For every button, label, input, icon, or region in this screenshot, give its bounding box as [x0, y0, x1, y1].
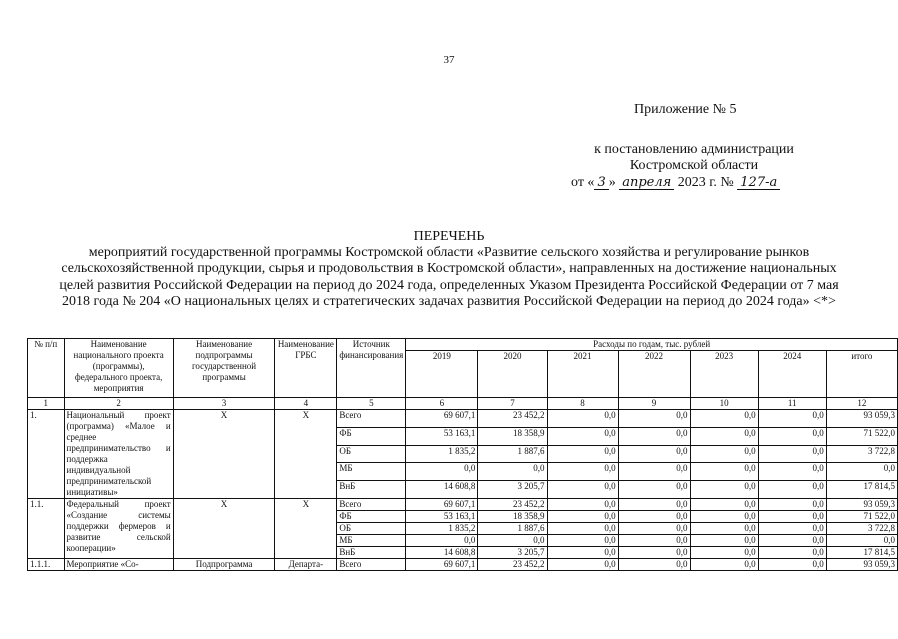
row-value: 0,0: [547, 481, 618, 499]
row-value: 17 814,5: [826, 481, 897, 499]
column-number: 12: [826, 398, 897, 410]
row-value: 0,0: [690, 410, 758, 428]
row-value: 0,0: [758, 499, 826, 511]
row-value: 14 608,8: [406, 547, 478, 559]
row-number: 1.1.: [28, 499, 65, 559]
row-value: 0,0: [618, 445, 690, 463]
column-number: 8: [547, 398, 618, 410]
resolution-line-1: к постановлению администрации: [594, 142, 794, 157]
row-value: 14 608,8: [406, 481, 478, 499]
row-value: 1 887,6: [478, 523, 547, 535]
row-subprogram: Х: [173, 499, 275, 559]
row-value: 69 607,1: [406, 499, 478, 511]
header-year: 2019: [406, 351, 478, 398]
row-value: 0,0: [690, 559, 758, 571]
row-source: ФБ: [337, 427, 406, 445]
row-value: 0,0: [690, 463, 758, 481]
row-value: 93 059,3: [826, 499, 897, 511]
date-month: апреля: [619, 176, 674, 190]
header-year: 2020: [478, 351, 547, 398]
row-value: 0,0: [690, 547, 758, 559]
row-value: 1 835,2: [406, 445, 478, 463]
row-value: 0,0: [406, 535, 478, 547]
row-value: 0,0: [690, 445, 758, 463]
row-value: 0,0: [690, 535, 758, 547]
row-value: 0,0: [618, 499, 690, 511]
header-expenses: Расходы по годам, тыс. рублей: [406, 339, 898, 351]
column-number: 3: [173, 398, 275, 410]
row-value: 0,0: [690, 499, 758, 511]
table-row: [28, 559, 898, 571]
row-name: Мероприятие «Со-: [64, 559, 173, 571]
column-number: 10: [690, 398, 758, 410]
column-number: 1: [28, 398, 65, 410]
row-value: 53 163,1: [406, 511, 478, 523]
header-name: Наименование национального проекта (программы), федерального проекта, мероприятия: [64, 339, 173, 398]
document-title: ПЕРЕЧЕНЬ: [413, 229, 485, 244]
row-number: 1.1.1.: [28, 559, 65, 571]
row-value: 0,0: [618, 427, 690, 445]
header-year: 2023: [690, 351, 758, 398]
resolution-date-line: [571, 175, 839, 191]
row-source: Всего: [337, 410, 406, 428]
row-value: 69 607,1: [406, 559, 478, 571]
date-day: 3: [594, 176, 608, 190]
row-value: 0,0: [406, 463, 478, 481]
row-value: 0,0: [547, 427, 618, 445]
row-value: 0,0: [547, 499, 618, 511]
row-value: 3 722,8: [826, 445, 897, 463]
row-value: 0,0: [690, 427, 758, 445]
row-value: 0,0: [758, 427, 826, 445]
date-prefix: от «: [571, 175, 595, 190]
row-value: 0,0: [547, 535, 618, 547]
row-value: 0,0: [547, 445, 618, 463]
row-source: Всего: [337, 499, 406, 511]
date-year: 2023 г. №: [677, 175, 734, 190]
column-number: 2: [64, 398, 173, 410]
row-grbs: Х: [275, 499, 337, 559]
row-value: 0,0: [758, 547, 826, 559]
resolution-line-2: Костромской области: [629, 158, 759, 173]
row-value: 0,0: [758, 523, 826, 535]
row-value: 0,0: [547, 547, 618, 559]
row-value: 0,0: [758, 559, 826, 571]
column-number: 5: [337, 398, 406, 410]
row-value: 0,0: [690, 481, 758, 499]
row-value: 23 452,2: [478, 559, 547, 571]
row-value: 0,0: [618, 559, 690, 571]
row-source: ФБ: [337, 511, 406, 523]
header-num: № п/п: [28, 339, 65, 398]
row-subprogram: Подпрограмма: [173, 559, 275, 571]
row-value: 69 607,1: [406, 410, 478, 428]
row-value: 0,0: [690, 511, 758, 523]
row-source: ОБ: [337, 523, 406, 535]
row-source: ВнБ: [337, 481, 406, 499]
row-value: 3 205,7: [478, 481, 547, 499]
row-value: 0,0: [758, 410, 826, 428]
appendix-label: Приложение № 5: [634, 102, 737, 117]
row-value: 53 163,1: [406, 427, 478, 445]
column-number: 4: [275, 398, 337, 410]
column-number: 6: [406, 398, 478, 410]
row-source: МБ: [337, 535, 406, 547]
row-subprogram: Х: [173, 410, 275, 499]
row-value: 1 887,6: [478, 445, 547, 463]
row-value: 18 358,9: [478, 511, 547, 523]
row-source: ВнБ: [337, 547, 406, 559]
column-number: 9: [618, 398, 690, 410]
row-value: 0,0: [758, 445, 826, 463]
header-year: итого: [826, 351, 897, 398]
row-value: 0,0: [618, 535, 690, 547]
row-value: 0,0: [547, 410, 618, 428]
column-number: 7: [478, 398, 547, 410]
row-value: 3 205,7: [478, 547, 547, 559]
row-source: МБ: [337, 463, 406, 481]
row-value: 0,0: [478, 463, 547, 481]
row-value: 0,0: [758, 511, 826, 523]
date-mid: »: [608, 175, 616, 190]
row-value: 0,0: [547, 463, 618, 481]
row-value: 0,0: [547, 511, 618, 523]
page-number: 37: [443, 54, 455, 66]
row-value: 0,0: [758, 481, 826, 499]
header-grbs: Наименование ГРБС: [275, 339, 337, 398]
header-source: Источник финансирования: [337, 339, 406, 398]
row-number: 1.: [28, 410, 65, 499]
row-value: 0,0: [618, 523, 690, 535]
column-number: 11: [758, 398, 826, 410]
row-value: 0,0: [690, 523, 758, 535]
row-value: 0,0: [618, 547, 690, 559]
row-value: 0,0: [618, 463, 690, 481]
row-source: Всего: [337, 559, 406, 571]
row-value: 0,0: [618, 511, 690, 523]
row-grbs: Х: [275, 410, 337, 499]
header-year: 2024: [758, 351, 826, 398]
row-name: Национальный проект (программа) «Малое и среднее предпринимательство и поддержка индивидуальной предпринимательской инициативы»: [64, 410, 173, 499]
row-value: 1 835,2: [406, 523, 478, 535]
row-value: 0,0: [758, 535, 826, 547]
header-year: 2022: [618, 351, 690, 398]
row-value: 18 358,9: [478, 427, 547, 445]
row-name: Федеральный проект «Создание системы поддержки фермеров и развитие сельской кооперации»: [64, 499, 173, 559]
row-value: 0,0: [758, 463, 826, 481]
row-value: 0,0: [618, 410, 690, 428]
row-value: 93 059,3: [826, 410, 897, 428]
document-subtitle: мероприятий государственной программы Костромской области «Развитие сельского хозяйства и регулирование рынков сельскохозяйственной продукции, сырья и продовольствия в Костромской области», направленных на достижение национальных целей развития Российской Федерации на период до 2024 года, определенных Указом Президента Российской Федерации от 7 мая 2018 года № 204 «О национальных целях и стратегических задачах развития Российской Федерации на период до 2024 года» <*>: [59, 245, 839, 309]
row-grbs: Департа-: [275, 559, 337, 571]
row-value: 0,0: [547, 559, 618, 571]
row-value: 3 722,8: [826, 523, 897, 535]
table-row: [28, 410, 898, 428]
resolution-number: 127-а: [737, 176, 780, 190]
table-row: [28, 499, 898, 511]
row-value: 23 452,2: [478, 410, 547, 428]
row-value: 0,0: [826, 535, 897, 547]
row-value: 0,0: [826, 463, 897, 481]
row-value: 17 814,5: [826, 547, 897, 559]
row-value: 0,0: [478, 535, 547, 547]
row-value: 0,0: [618, 481, 690, 499]
header-year: 2021: [547, 351, 618, 398]
row-value: 23 452,2: [478, 499, 547, 511]
row-value: 71 522,0: [826, 511, 897, 523]
row-value: 71 522,0: [826, 427, 897, 445]
row-source: ОБ: [337, 445, 406, 463]
row-value: 93 059,3: [826, 559, 897, 571]
row-value: 0,0: [547, 523, 618, 535]
measures-table: [27, 338, 898, 571]
header-subprogram: Наименование подпрограммы государственной программы: [173, 339, 275, 398]
